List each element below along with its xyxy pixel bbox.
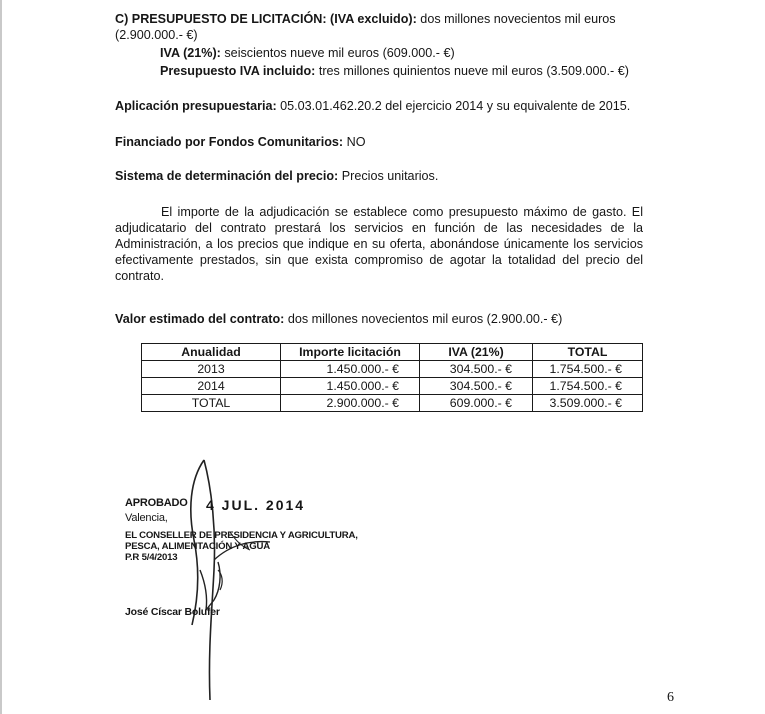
valor-label: Valor estimado del contrato: [115,312,285,326]
stamp-pr: P.R 5/4/2013 [125,552,178,563]
section-c-line1 [115,11,643,27]
cell-anualidad: 2013 [142,361,281,378]
header-iva: IVA (21%) [420,344,533,361]
cell-iva: 304.500.- € [420,378,533,395]
sistema-label: Sistema de determinación del precio: [115,169,339,183]
iva-included-text: tres millones quinientos nueve mil euros (3.509.000.- €) [315,64,629,78]
cell-importe: 1.450.000.- € [281,361,420,378]
table-header-row [142,344,643,361]
cell-importe: 1.450.000.- € [281,378,420,395]
stamp-conseller-line1: EL CONSELLER DE PRESIDENCIA Y AGRICULTURA, [125,530,358,541]
stamp-date: 4 JUL. 2014 [206,497,306,513]
table-row [142,361,643,378]
financiado-label: Financiado por Fondos Comunitarios: [115,135,344,149]
aplicacion-line [115,98,630,114]
cell-total: 1.754.500.- € [533,378,643,395]
iva-line [160,45,455,61]
financiado-line [115,134,365,150]
cell-anualidad: TOTAL [142,395,281,412]
table-row [142,378,643,395]
financiado-text: NO [343,135,366,149]
table-row [142,395,643,412]
header-total: TOTAL [533,344,643,361]
page-number: 6 [667,690,674,705]
sistema-line [115,168,438,184]
valor-text: dos millones novecientos mil euros (2.900.00.- €) [284,312,563,326]
iva-included-label: Presupuesto IVA incluido: [160,64,316,78]
valor-line [115,311,562,327]
cell-total: 3.509.000.- € [533,395,643,412]
section-c-line2: (2.900.000.- €) [115,28,198,42]
section-c-amount-text: dos millones novecientos mil euros [416,12,616,26]
cell-iva: 609.000.- € [420,395,533,412]
stamp-signatory-name: José Císcar Bolufer [125,606,220,618]
sistema-text: Precios unitarios. [338,169,439,183]
body-paragraph: El importe de la adjudicación se establece como presupuesto máximo de gasto. El adjudicatario del contrato prestará los servicios en función de las necesidades de la Administración, a los precios que indique en su oferta, abonándose únicamente los servicios efectivamente prestados, sin que exista compromiso de agotar la totalidad del precio del contrato. [115,205,643,283]
stamp-aprobado: APROBADO [125,497,188,509]
budget-table [141,343,643,412]
section-c-heading: C) PRESUPUESTO DE LICITACIÓN: (IVA excluido): [115,12,417,26]
iva-included-line [160,63,629,79]
cell-anualidad: 2014 [142,378,281,395]
iva-label: IVA (21%): [160,46,221,60]
aplicacion-label: Aplicación presupuestaria: [115,99,277,113]
header-importe: Importe licitación [281,344,420,361]
header-anualidad: Anualidad [142,344,281,361]
cell-total: 1.754.500.- € [533,361,643,378]
stamp-valencia: Valencia, [125,512,168,524]
aplicacion-text: 05.03.01.462.20.2 del ejercicio 2014 y su equivalente de 2015. [276,99,631,113]
handwritten-signature [160,450,380,710]
cell-iva: 304.500.- € [420,361,533,378]
iva-text: seiscientos nueve mil euros (609.000.- €) [220,46,455,60]
stamp-conseller-line2: PESCA, ALIMENTACIÓN Y AGUA [125,541,270,552]
cell-importe: 2.900.000.- € [281,395,420,412]
